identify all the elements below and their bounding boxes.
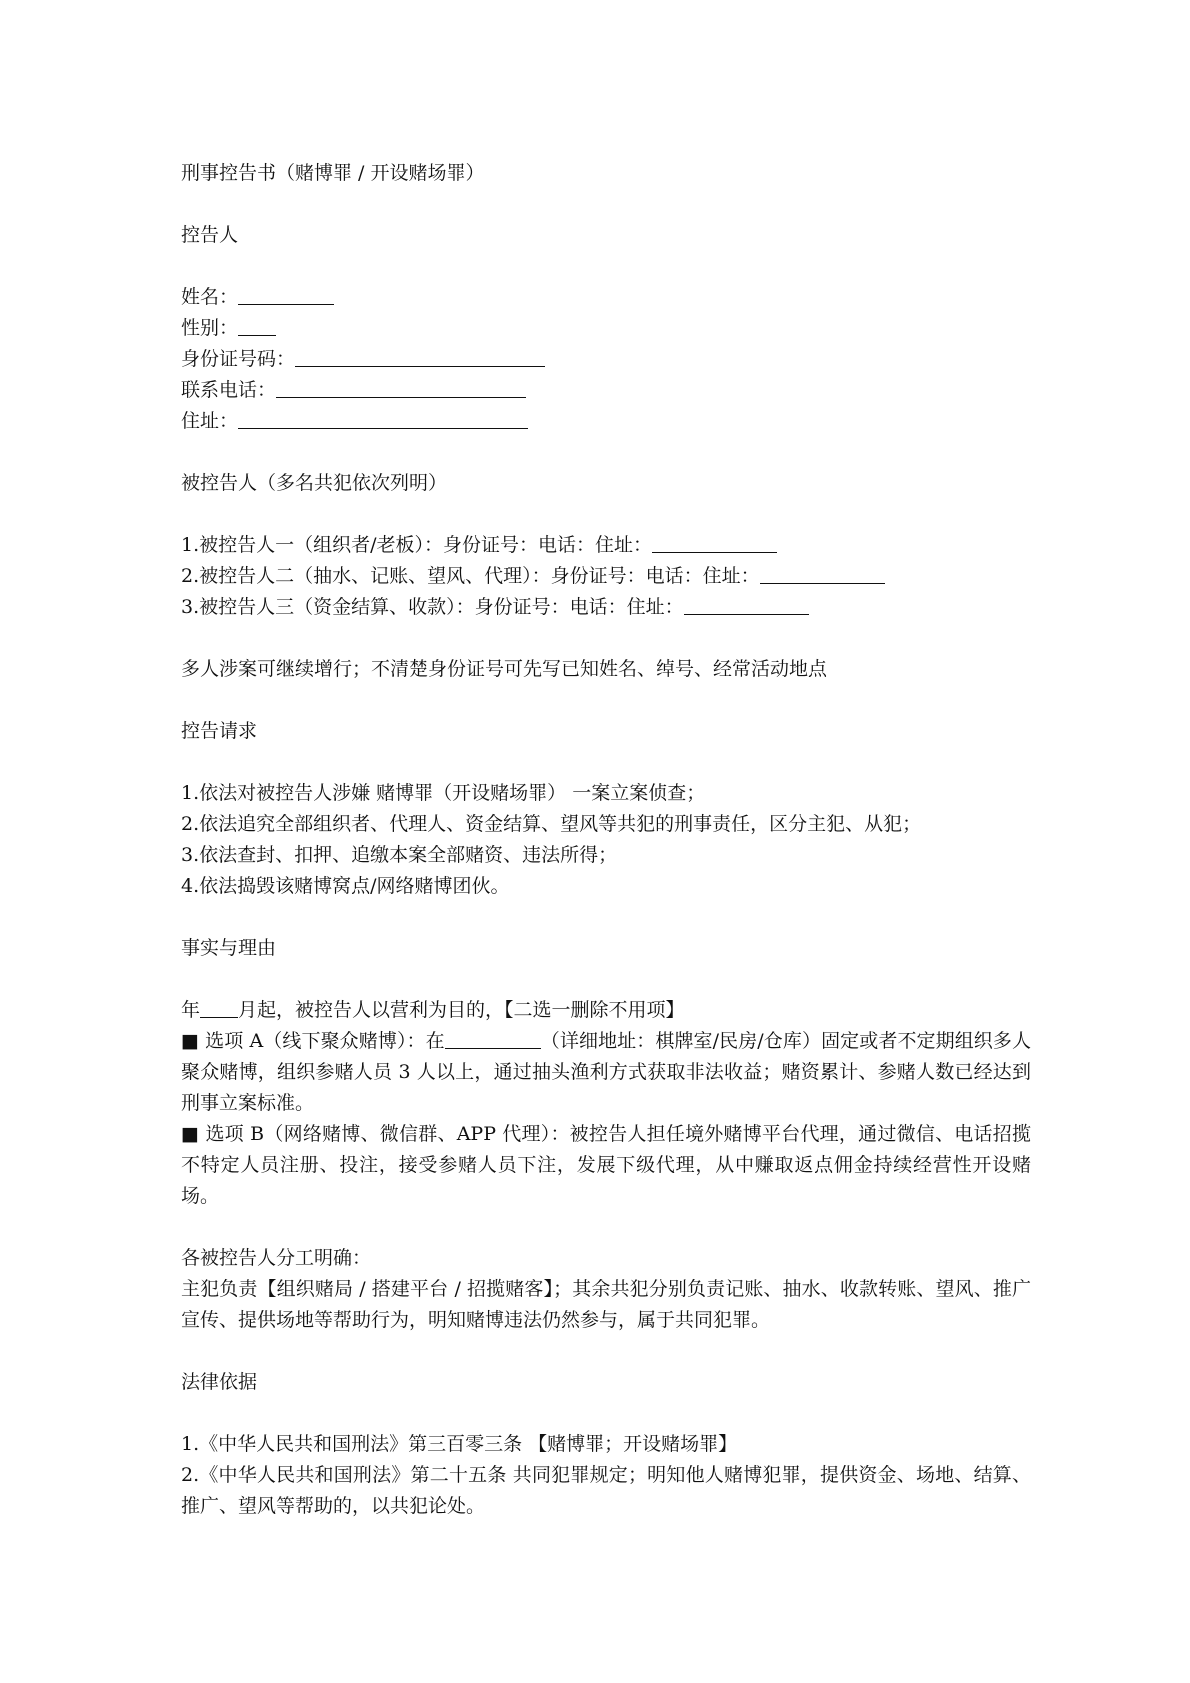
accused-address-blank — [652, 530, 777, 553]
address-label: 住址： — [181, 410, 239, 432]
requests-heading: 控告请求 — [181, 720, 258, 742]
accuser-id-line — [181, 344, 1031, 375]
accuser-name-line — [181, 282, 1031, 313]
accuser-phone-line — [181, 375, 1031, 406]
law-item: 1.《中华人民共和国刑法》第三百零三条 【赌博罪；开设赌场罪】 — [181, 1433, 738, 1455]
division-heading: 各被控告人分工明确： — [181, 1247, 372, 1269]
document-page — [181, 158, 1031, 1522]
facts-option-b: ■ 选项 B（网络赌博、微信群、APP 代理）：被控告人担任境外赌博平台代理，通过微信、电话招揽不特定人员注册、投注，接受参赌人员下注，发展下级代理，从中赚取返点佣金持续经营性开设赌场。 — [181, 1123, 1031, 1207]
facts-intro: 年 月起，被控告人以营利为目的，【二选一删除不用项】 — [181, 995, 1031, 1026]
name-label: 姓名： — [181, 286, 239, 308]
accused-item-3: 3.被控告人三（资金结算、收款）：身份证号：电话：住址： — [181, 592, 1031, 623]
accuser-address-line — [181, 406, 1031, 437]
address-blank — [238, 406, 528, 429]
location-blank — [445, 1026, 541, 1049]
request-item: 4.依法捣毁该赌博窝点/网络赌博团伙。 — [181, 875, 510, 897]
document-title: 刑事控告书（赌博罪 / 开设赌场罪） — [181, 162, 485, 184]
accused-item-1: 1.被控告人一（组织者/老板）：身份证号：电话：住址： — [181, 530, 1031, 561]
accused-address-blank — [684, 592, 809, 615]
request-item: 2.依法追究全部组织者、代理人、资金结算、望风等共犯的刑事责任，区分主犯、从犯； — [181, 813, 922, 835]
accuser-heading: 控告人 — [181, 224, 239, 246]
accuser-gender-line — [181, 313, 1031, 344]
accused-note: 多人涉案可继续增行；不清楚身份证号可先写已知姓名、绰号、经常活动地点 — [181, 658, 828, 680]
id-label: 身份证号码： — [181, 348, 296, 370]
id-blank — [295, 344, 545, 367]
request-item: 3.依法查封、扣押、追缴本案全部赌资、违法所得； — [181, 844, 618, 866]
gender-blank — [238, 313, 276, 336]
facts-option-a: ■ 选项 A（线下聚众赌博）：在 （详细地址：棋牌室/民房/仓库）固定或者不定期组织多人聚众赌博，组织参赌人员 3 人以上，通过抽头渔利方式获取非法收益；赌资累计、参赌人数已经达到刑事立案标准。 — [181, 1026, 1031, 1119]
law-heading: 法律依据 — [181, 1371, 258, 1393]
law-item: 2.《中华人民共和国刑法》第二十五条 共同犯罪规定；明知他人赌博犯罪，提供资金、场地、结算、推广、望风等帮助的，以共犯论处。 — [181, 1464, 1031, 1517]
facts-heading: 事实与理由 — [181, 937, 277, 959]
accused-address-blank — [760, 561, 885, 584]
request-item: 1.依法对被控告人涉嫌 赌博罪（开设赌场罪） 一案立案侦查； — [181, 782, 706, 804]
month-blank — [200, 995, 238, 1018]
name-blank — [238, 282, 334, 305]
accused-heading: 被控告人（多名共犯依次列明） — [181, 472, 448, 494]
division-text: 主犯负责【组织赌局 / 搭建平台 / 招揽赌客】；其余共犯分别负责记账、抽水、收款转账、望风、推广宣传、提供场地等帮助行为，明知赌博违法仍然参与，属于共同犯罪。 — [181, 1278, 1031, 1331]
phone-label: 联系电话： — [181, 379, 277, 401]
accused-item-2: 2.被控告人二（抽水、记账、望风、代理）：身份证号：电话：住址： — [181, 561, 1031, 592]
gender-label: 性别： — [181, 317, 239, 339]
phone-blank — [276, 375, 526, 398]
